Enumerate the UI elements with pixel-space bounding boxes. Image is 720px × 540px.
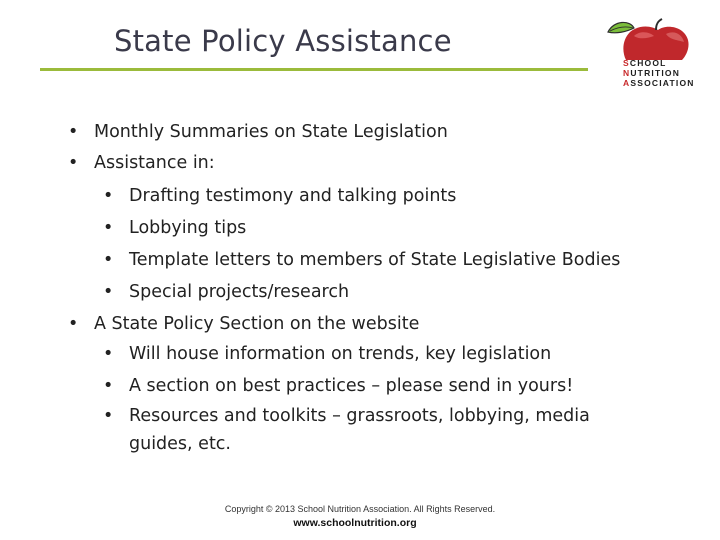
logo-line-association: ASSOCIATION bbox=[623, 78, 695, 88]
bullet-marker: • bbox=[103, 344, 114, 364]
sub-bullet-item: • Template letters to members of State Legislative Bodies bbox=[103, 250, 621, 270]
sub-bullet-item: • Will house information on trends, key legislation bbox=[103, 344, 552, 364]
bullet-marker: • bbox=[103, 250, 114, 270]
sub-bullet-item: • Drafting testimony and talking points bbox=[103, 186, 457, 206]
bullet-item: • Assistance in: bbox=[68, 153, 215, 173]
bullet-marker: • bbox=[103, 376, 114, 396]
sub-bullet-item: • Resources and toolkits – grassroots, lobbying, media guides, etc. bbox=[129, 402, 609, 458]
bullet-marker: • bbox=[68, 314, 79, 334]
copyright-text: Copyright © 2013 School Nutrition Association. All Rights Reserved. bbox=[224, 504, 496, 514]
bullet-marker: • bbox=[68, 153, 79, 173]
bullet-item: • A State Policy Section on the website bbox=[68, 314, 420, 334]
sub-bullet-item: • Lobbying tips bbox=[103, 218, 247, 238]
website-link[interactable]: www.schoolnutrition.org bbox=[293, 517, 417, 529]
title-underline bbox=[40, 68, 588, 71]
logo-line-nutrition: NUTRITION bbox=[623, 68, 681, 78]
slide-title: State Policy Assistance bbox=[114, 24, 452, 58]
sub-bullet-item: • Special projects/research bbox=[103, 282, 350, 302]
bullet-marker: • bbox=[103, 186, 114, 206]
logo-line-school: SCHOOL bbox=[623, 58, 667, 68]
bullet-item: • Monthly Summaries on State Legislation bbox=[68, 122, 448, 142]
bullet-marker: • bbox=[103, 406, 114, 426]
bullet-marker: • bbox=[68, 122, 79, 142]
bullet-marker: • bbox=[103, 218, 114, 238]
sub-bullet-item: • A section on best practices – please send in yours! bbox=[103, 376, 574, 396]
logo-wordmark bbox=[623, 58, 695, 88]
bullet-marker: • bbox=[103, 282, 114, 302]
